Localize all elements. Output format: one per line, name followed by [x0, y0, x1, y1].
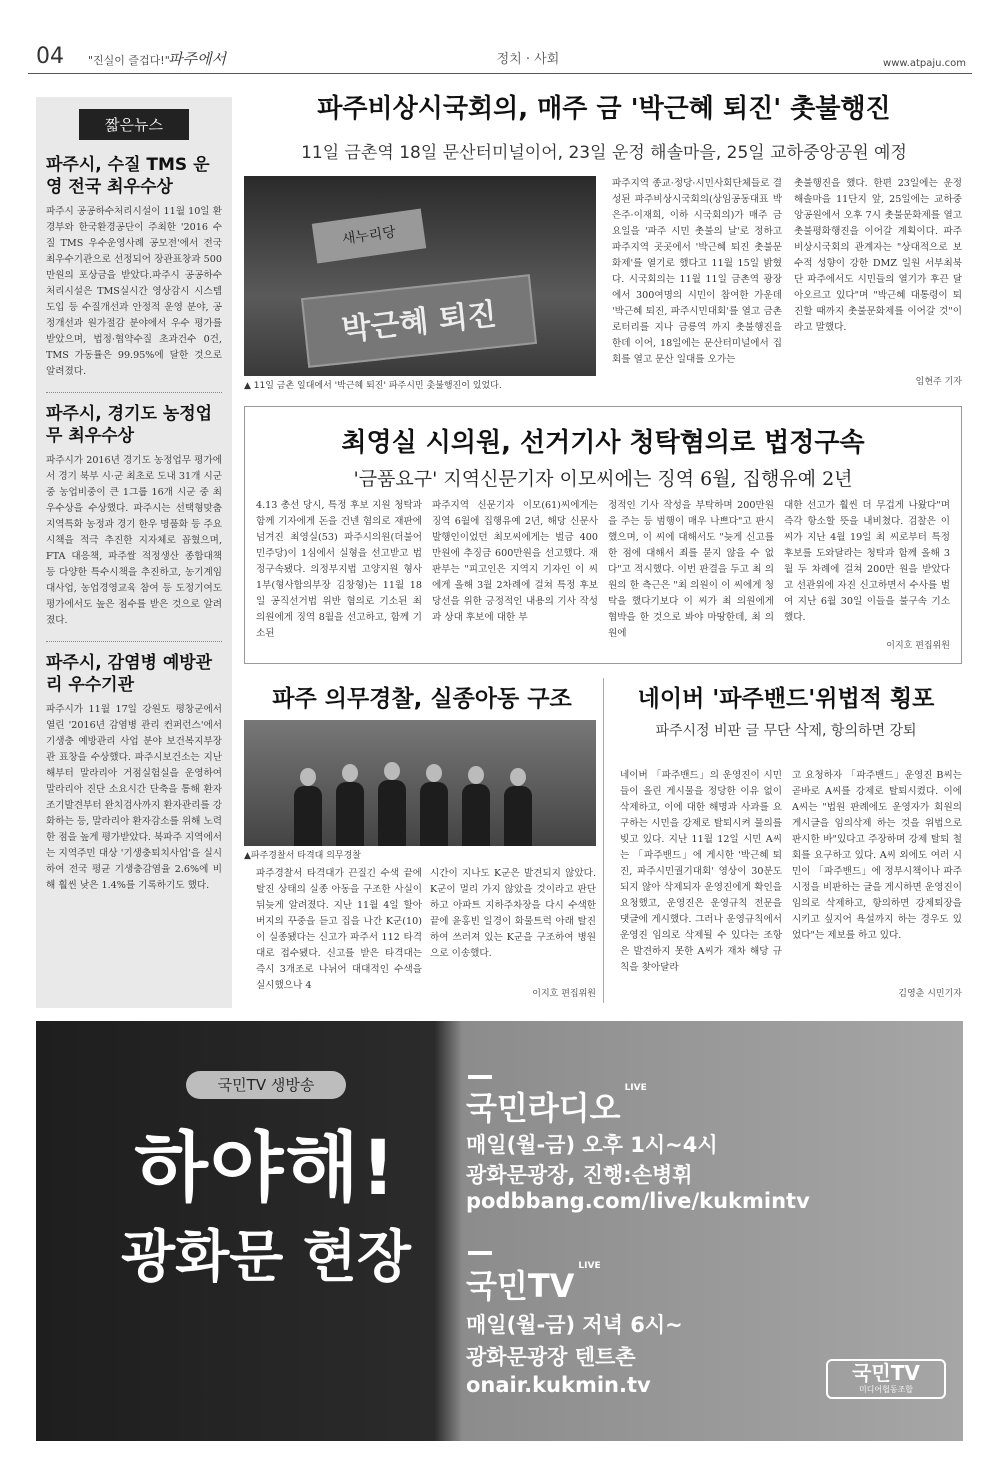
- police-group-photo: [244, 720, 596, 846]
- article3-caption: ▲파주경찰서 타격대 의무경찰: [244, 851, 361, 861]
- article1-headline: 파주비상시국회의, 매주 금 '박근혜 퇴진' 촛불행진: [317, 94, 891, 124]
- article3-headline: 파주 의무경찰, 실종아동 구조: [272, 686, 572, 712]
- article4-col1: 네이버 「파주밴드」의 운영진이 시민들이 올린 게시물을 정당한 이유 없이 삭제하고, 이에 대한 해명과 사과를 요구하는 시민을 강제로 탈퇴시켜 물의를 빚고 있다. 지난 11월 12일 시민 A씨는 「파주밴드」에 게시한 '박근혜 퇴진, 파주시민궐기대회' 영상이 30분도 되지 않아 삭제되자 운영진에게 확인을 요청했고, 운영진은 운영규칙 전문을 댓글에 게시했다. 그러나 운영규칙에서 운영진 임의로 삭제될 수 있다는 조항은 발견하지 못한 A씨가 재차 해당 규칙을 찾아달라: [620, 770, 782, 973]
- short-news-body: 파주시 공공하수처리시설이 11월 10일 환경부와 한국환경공단이 주최한 '2016 수질 TMS 우수운영사례 공모전'에서 전국 최우수기관으로 선정되어 장관표창과 500만원의 포상금을 받았다.파주시 공공하수처리시설은 TMS실시간 영상감시 시스템 도입 등 수질개선과 안정적 운영 분야, 공정개선과 원가절감 분야에서 우수 평가를 받았으며, 법정·협약수질 초과건수 0건, TMS 가동률은 99.95%에 달한 것으로 알려졌다.: [46, 206, 222, 377]
- person-figure: [378, 780, 406, 846]
- article4-col2: 고 요청하자 「파주밴드」운영진 B씨는 곧바로 A씨를 강제로 탈퇴시켰다. 이에 A씨는 "법원 판례에도 운영자가 회원의 게시글을 임의삭제 하는 것을 위법으로 판시한 바"있다고 주장하며 강제 탈퇴 철회를 요구하고 있다. A씨 외에도 여러 시민이 「파주밴드」에 정부시책이나 파주시정을 비판하는 글을 게시하면 운영진이 임의로 삭제하고, 항의하면 강제퇴장을 시키고 싶지어 욕설까지 하는 경우도 있었다"는 제보를 하고 있다.: [792, 770, 962, 941]
- article3-col1: 파주경찰서 타격대가 끈질긴 수색 끝에 탈진 상태의 실종 아동을 구조한 사실이 뒤늦게 알려졌다. 지난 11월 4일 할아버지의 꾸중을 듣고 집을 나간 K군(10)이 실종됐다는 신고가 파주서 112 타격대로 접수됐다. 신고를 받은 타격대는 즉시 3개조로 나뉘어 대대적인 수색을 실시했으나 4: [256, 868, 422, 991]
- slogan: "진실이 즐겁다!": [88, 54, 170, 67]
- tv-url[interactable]: onair.kukmin.tv: [466, 1373, 651, 1397]
- candlelight-march-photo: [244, 176, 596, 376]
- radio-title: 국민라디오$^{LIVE}$: [466, 1083, 647, 1127]
- person-figure: [336, 782, 364, 846]
- ad-dash: [468, 1075, 492, 1079]
- short-news-sidebar: [36, 97, 232, 1008]
- article4-headline: 네이버 '파주밴드'위법적 횡포: [637, 686, 935, 712]
- article2-col1: 4.13 총선 당시, 특정 후보 지원 청탁과 함께 기자에게 돈을 건넨 혐의로 재판에 넘겨진 최영실(53) 파주시의원(더불어민주당)이 1심에서 실형을 선고받고 법정구속됐다. 의정부지법 고양지원 형사1부(형사합의부장 김창형)는 11월 18일 공직선거법 위반 혐의로 기소된 최 의원에게 징역 8월을 선고하고, 함께 기소된: [256, 500, 422, 639]
- live-badge: LIVE: [624, 1083, 647, 1093]
- article2-subhead: '금품요구' 지역신문기자 이모씨에는 징역 6월, 집행유예 2년: [353, 468, 853, 490]
- column-divider: [603, 678, 604, 1003]
- article2-headline: 최영실 시의원, 선거기사 청탁혐의로 법정구속: [341, 428, 865, 458]
- divider: [46, 641, 222, 642]
- tv-title: 국민$TV^{LIVE}$: [466, 1261, 601, 1305]
- short-news-headline: 파주시, 수질 TMS 운영 전국 최우수상: [46, 155, 210, 197]
- short-news-body: 파주시가 11월 17일 강원도 평창군에서 열린 '2016년 감염병 관리 컨퍼런스'에서 기생충 예방관리 사업 분야 보건복지부장관 표창을 수상했다. 파주시보건소는 지난해부터 말라리아 거점실험실을 운영하여 말라리아 진단 소요시간 단축을 통해 환자 조기발견부터 완치검사까지 환자관리를 강화하는 등, 말라리아 환자감소를 위해 노력한 점을 높게 평가받았다. 북파주 지역에서는 지역주민 대상 '기생충퇴치사업'을 실시하여 전국 평균 기생충감염율 2.6%에 비해 훨씬 낮은 1.4%를 기록하기도 했다.: [46, 704, 222, 891]
- kukmin-tv-advertisement: [36, 1021, 963, 1441]
- party-sign: 새누리당: [312, 209, 426, 264]
- article1-subhead: 11일 금촌역 18일 문산터미널이어, 23일 운정 해솔마을, 25일 교하중앙공원 예정: [301, 143, 907, 163]
- article2-byline: 이지호 편집위원: [886, 641, 950, 651]
- short-news-item: [46, 652, 222, 894]
- short-news-headline: 파주시, 감염병 예방관리 우수기관: [46, 653, 213, 695]
- section-title: 정치 · 사회: [496, 52, 560, 67]
- divider: [46, 392, 222, 393]
- short-news-body: 파주시가 2016년 경기도 농정업무 평가에서 경기 북부 시·군 최초로 도내 31개 시군 중 농업비중이 큰 1그룹 16개 시군 중 최우수상을 수상했다. 파주시는 선택형맞춤 지역특화 농정과 경기 한우 명품화 등 주요시책을 적극 추진한 지자체로 꼽혔으며, FTA 대응책, 파주쌀 적정생산 종합대책 등 다양한 특수시책을 추진하고, 농기계임대사업, 농업경영교육 참여 등 도정기여도 평가에서도 높은 점수를 받은 것으로 알려졌다.: [46, 455, 222, 626]
- tv-place: 광화문광장 텐트촌: [466, 1345, 636, 1369]
- article3-col2: 시간이 지나도 K군은 발견되지 않았다. K군이 멀리 가지 않았을 것이라고 판단하고 아파트 지하주차장을 다시 수색한 끝에 윤홍빈 일경이 화물트럭 아래 탈진하여 쓰러져 있는 K군을 구조하여 병원으로 이송했다.: [430, 868, 596, 959]
- short-news-item: [46, 154, 222, 380]
- person-figure: [504, 786, 532, 846]
- article1-byline: 임현주 기자: [915, 377, 962, 387]
- article4-byline: 김영춘 시민기자: [898, 989, 962, 999]
- short-news-item: [46, 403, 222, 629]
- kukmin-tv-logo: 국민TV 미디어협동조합: [826, 1359, 946, 1399]
- brand-logo: 파주에서: [168, 50, 226, 68]
- article2-col3: 정적인 기사 작성을 부탁하며 200만원을 주는 등 범행이 매우 나쁘다"고 판시했으며, 이 씨에 대해서도 "늦게 신고를 한 점에 대해서 죄를 묻지 않을 수 없다"고 적시했다. 이번 판결을 두고 최 의원의 한 측근은 "최 의원이 이 씨에게 청탁을 했다기보다 이 씨가 최 의원에게 협박을 한 것으로 봐야 마땅한데, 최 의원에: [608, 500, 774, 639]
- article4-subhead: 파주시정 비판 글 무단 삭제, 항의하면 강퇴: [655, 723, 917, 739]
- article2-col4: 대한 선고가 훨씬 더 무겁게 나왔다"며 즉각 항소할 뜻을 내비쳤다. 검찰은 이 씨가 지난 4월 19일 최 씨로부터 특정 후보를 도와달라는 청탁과 함께 올해 3월 두 차례에 걸쳐 200만 원을 받았다고 선관위에 자진 신고하면서 수사를 벌여 지난 6월 30일 이들을 불구속 기소했다.: [784, 500, 950, 623]
- site-url[interactable]: www.atpaju.com: [883, 58, 966, 69]
- sidebar-title: 짧은뉴스: [79, 109, 189, 140]
- radio-place: 광화문광장, 진행:손병휘: [466, 1163, 693, 1187]
- article1-col1: 파주지역 종교·정당·시민사회단체들로 결성된 파주비상시국회의(상임공동대표 박은주·이재희, 이하 시국회의)가 매주 금요일을 '파주 시민 촛불의 날'로 정하고 파주지역 곳곳에서 '박근혜 퇴진 촛불문화제'를 열기로 했다고 11월 15일 밝혔다. 시국회의는 11월 11일 금촌역 광장에서 300여명의 시민이 참여한 가운데 '박근혜 퇴진, 파주시민대회'를 열고 금촌 로터리를 지나 금릉역 까지 촛불행진을 한데 이어, 18일에는 문산터미널에서 집회를 열고 문산 일대를 오가는: [612, 178, 782, 365]
- ad-main-slogan: 하야해!: [134, 1123, 398, 1212]
- article2-col2: 파주지역 신문기자 이모(61)씨에게는 징역 6월에 집행유예 2년, 해당 신문사 발행인이었던 최모씨에게는 벌금 400만원에 추징금 600만원을 선고했다. 재판부는 "피고인은 지역지 기자인 이 씨에게 올해 3월 2차례에 걸쳐 특정 후보 당선을 위한 긍정적인 내용의 기사 작성과 상대 후보에 대한 부: [432, 500, 598, 623]
- ad-label: 국민TV 생방송: [186, 1071, 346, 1099]
- radio-url[interactable]: podbbang.com/live/kukmintv: [466, 1189, 810, 1213]
- ad-dash: [468, 1251, 492, 1255]
- live-badge: LIVE: [578, 1261, 601, 1271]
- ad-sub-slogan: 광화문 현장: [121, 1225, 411, 1290]
- masthead: [28, 40, 972, 74]
- radio-time: 매일(월-금) 오후 1시~4시: [466, 1133, 718, 1157]
- tv-time: 매일(월-금) 저녁 6시~: [466, 1313, 683, 1337]
- short-news-headline: 파주시, 경기도 농정업무 최우수상: [46, 404, 213, 446]
- article1-col2: 촛불행진을 했다. 한편 23일에는 운정 해솔마을 11단지 앞, 25일에는 교하중앙공원에서 오후 7시 촛불문화제를 열고 촛불평화행진을 이어갈 계획이다. 파주비상시국회의 관계자는 "상대적으로 보수적 성향이 강한 DMZ 일원 서부최북단 파주에서도 시민들의 열기가 후끈 달아오르고 있다"며 "박근혜 대통령이 퇴진할 때까지 촛불문화제를 이어갈 것"이라고 말했다.: [794, 178, 962, 333]
- protest-banner: 박근혜 퇴진: [301, 274, 537, 368]
- page-number: 04: [36, 44, 64, 69]
- person-figure: [420, 782, 448, 846]
- person-figure: [294, 786, 322, 846]
- person-figure: [462, 784, 490, 846]
- article3-byline: 이지호 편집위원: [532, 989, 596, 999]
- article1-caption: ▲ 11일 금촌 일대에서 '박근혜 퇴진' 파주시민 촛불행진이 있었다.: [244, 381, 502, 391]
